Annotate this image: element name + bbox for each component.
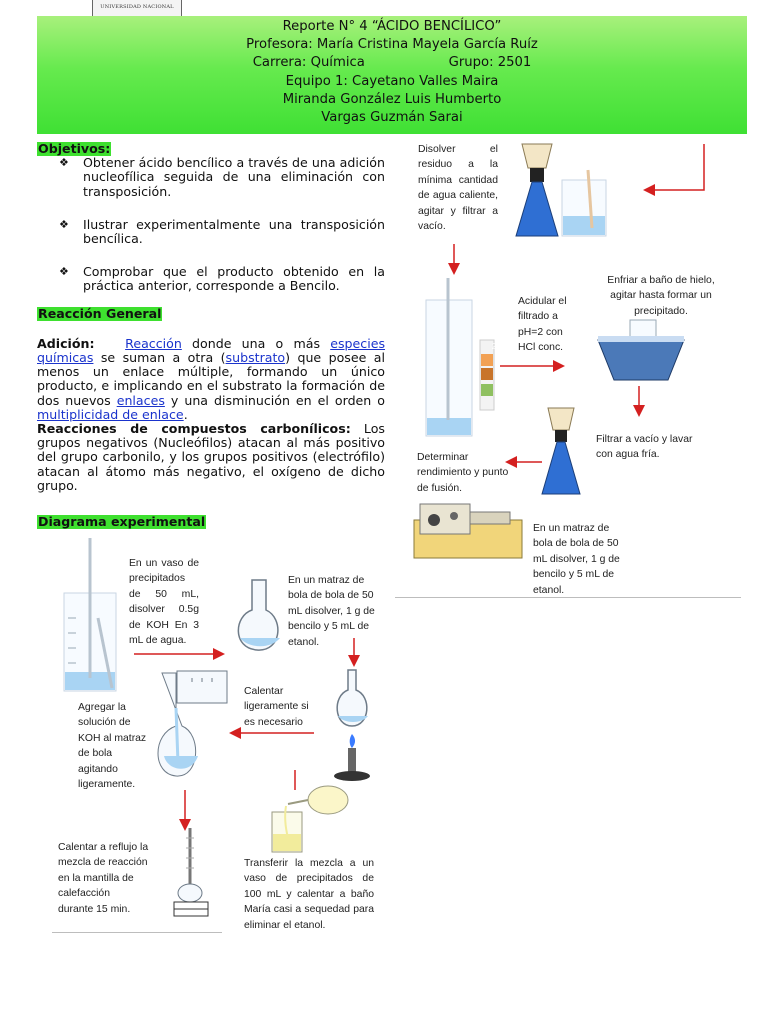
list-item: ❖ Obtener ácido bencílico a través de una adición nucleofílica seguida de una eliminación con transposición. [59, 155, 385, 199]
university-logo: UNIVERSIDAD NACIONAL [92, 0, 182, 17]
ice-bath-icon [598, 320, 684, 380]
addition-paragraph: Adición: Reacción donde una o más especies químicas se suman a otra (substrato) que posee al menos un enlace múltiple, formando un único producto, e implicando en el substrato la formación de dos nuevos enlaces y una disminución en el orden o multiplicidad de enlace. [37, 335, 386, 422]
beaker-icon [64, 538, 116, 691]
water-bath-beaker-icon [272, 786, 348, 852]
carbonyl-paragraph: Reacciones de compuestos carbonílicos: Los grupos negativos (Nucleófilos) atacan al más positivo del grupo carbonilo, y los grupos positivos (electrófilo) atacan al átomo más negativo, el oxígeno de dicho grupo. [37, 421, 385, 493]
step-3-text: Calentar ligeramente si es necesario [244, 686, 309, 728]
step-1-text: En un vaso de precipitados de 50 mL, disolver 0.5g de KOH En 3 mL de agua. [129, 558, 199, 647]
objectives-list [37, 156, 385, 293]
diamond-bullet-icon: ❖ [59, 265, 69, 279]
step-11-text: Determinar rendimiento y punto de fusión. [417, 452, 509, 494]
diamond-bullet-icon: ❖ [59, 156, 69, 170]
vacuum-flask-icon [542, 408, 580, 494]
header-team: Equipo 1: Cayetano Valles Maira [285, 73, 499, 89]
header-teacher: Profesora: María Cristina Mayela García Ruíz [246, 37, 538, 53]
link-substrato[interactable]: substrato [225, 350, 286, 366]
list-item: ❖ Comprobar que el producto obtenido en la práctica anterior, corresponde a Bencilo. [59, 264, 385, 294]
pouring-beaker-icon [158, 671, 227, 776]
step-4-text: Agregar la solución de KOH al matraz de bola agitando ligeramente. [78, 702, 147, 791]
link-reaccion[interactable]: Reacción [125, 335, 182, 351]
reflux-apparatus-icon [174, 828, 208, 916]
objectives-title: Objetivos: [38, 141, 111, 156]
divider-left [52, 932, 222, 933]
vacuum-flask-icon [516, 144, 606, 236]
header-title: Reporte N° 4 “ÁCIDO BENCÍLICO” [282, 19, 502, 34]
ph-test-icon [426, 278, 494, 436]
heated-flask-icon [334, 670, 370, 781]
header-member-3: Vargas Guzmán Sarai [321, 110, 463, 126]
step-9-text: Enfriar a baño de hielo, agitar hasta formar un precipitado. [607, 275, 715, 317]
diamond-bullet-icon: ❖ [59, 217, 69, 231]
left-column [37, 142, 385, 529]
step-10-text: Filtrar a vacío y lavar con agua fría. [596, 434, 693, 461]
experimental-diagram-left [52, 538, 388, 931]
divider-right [395, 597, 741, 598]
step-12-text: En un matraz de bola de bola de 50 mL disolver, 1 g de bencilo y 5 mL de etanol. [533, 523, 620, 596]
list-item: ❖ Ilustrar experimentalmente una transposición bencílica. [59, 216, 385, 247]
ph-strip-label: 2 [491, 342, 497, 351]
header-career: Carrera: Química Grupo: 2501 [252, 55, 532, 71]
link-enlaces[interactable]: enlaces [116, 392, 165, 408]
connector-line [652, 186, 704, 190]
link-especies-quimicas[interactable]: especies químicas [37, 335, 386, 366]
step-6-text: Transferir la mezcla a un vaso de precipitados de 100 mL y calentar a baño María casi a sequedad para eliminar el etanol. [244, 858, 374, 931]
step-8-text: Acidular el filtrado a pH=2 con HCl conc. [518, 296, 567, 354]
link-multiplicidad[interactable]: multiplicidad de enlace [37, 406, 184, 422]
step-2-text: En un matraz de bola de bola de 50 mL disolver, 1 g de bencilo y 5 mL de etanol. [288, 575, 375, 648]
melting-point-apparatus-icon [414, 504, 522, 558]
header-member-2: Miranda González Luis Humberto [282, 91, 502, 107]
report-header [37, 16, 747, 134]
reaction-title: Reacción General [38, 305, 162, 321]
diagram-title: Diagrama experimental [38, 514, 206, 530]
step-5-text: Calentar a reflujo la mezcla de reacción en la mantilla de calefacción durante 15 min. [58, 842, 149, 915]
step-7-text: Disolver el residuo a la mínima cantidad de agua caliente, agitar y filtrar a vacío. [418, 144, 498, 233]
experimental-diagram-right [412, 140, 742, 600]
round-flask-icon [238, 580, 280, 650]
